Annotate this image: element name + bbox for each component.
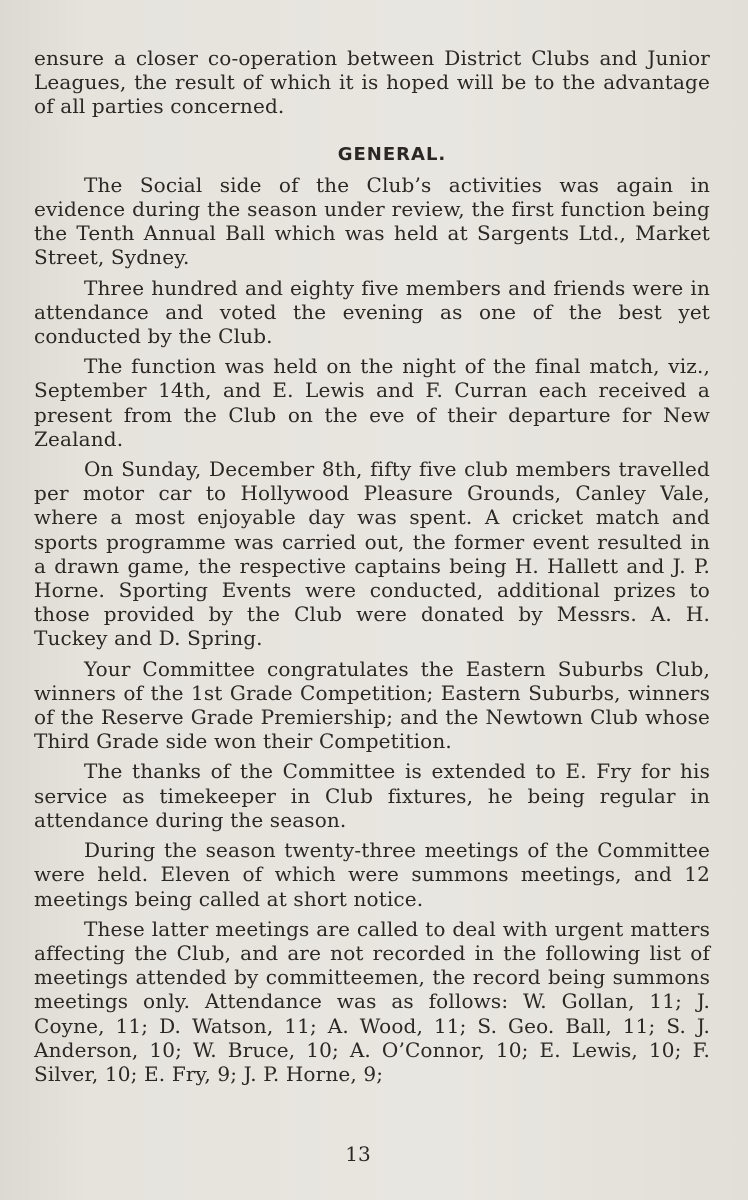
intro-paragraph: ensure a closer co-operation between District Clubs and Junior Leagues, the result of which it is hoped will be to the advantage of all parties concerned.	[34, 46, 710, 119]
paragraph-thanks: The thanks of the Committee is extended to E. Fry for his service as timekeeper in Club fixtures, he being regular in attendance during the season.	[34, 759, 710, 832]
paragraph-congratulations: Your Committee congratulates the Eastern Suburbs Club, winners of the 1st Grade Competition; Eastern Suburbs, winners of the Reserve Grade Premiership; and the Newtown Club whose Third Grade side won their Competition.	[34, 656, 710, 754]
paragraph-social: The Social side of the Club’s activities was again in evidence during the season under review, the first function being the Tenth Annual Ball which was held at Sargents Ltd., Market Street, Sydney.	[34, 172, 710, 270]
paragraph-meetings: During the season twenty-three meetings of the Committee were held. Eleven of which were summons meetings, and 12 meetings being called at short notice.	[34, 838, 710, 911]
section-heading: GENERAL.	[337, 143, 447, 165]
paragraph-picnic: On Sunday, December 8th, fifty five club members travelled per motor car to Hollywood Pleasure Grounds, Canley Vale, where a most enjoyable day was spent. A cricket match and sports programme was carried out, the former event resulted in a drawn game, the respective captains being H. Hallett and J. P. Horne. Sporting Events were conducted, additional prizes to those provided by the Club were donated by Messrs. A. H. Tuckey and D. Spring.	[34, 457, 710, 651]
page-number: 13	[345, 1142, 371, 1166]
paragraph-attendance: Three hundred and eighty five members and friends were in attendance and voted the evening as one of the best yet conducted by the Club.	[34, 275, 710, 349]
paragraph-function: The function was held on the night of the final match, viz., September 14th, and E. Lewis and F. Curran each received a present from the Club on the eve of their departure for New Zealand.	[34, 354, 710, 451]
paragraph-meeting-attendance: These latter meetings are called to deal with urgent matters affecting the Club, and are not recorded in the following list of meetings attended by committeemen, the record being summons meetings only. Attendance was as follows: W. Gollan, 11; J. Coyne, 11; D. Watson, 11; A. Wood, 11; S. Geo. Ball, 11; S. J. Anderson, 10; W. Bruce, 10; A. O’Connor, 10; E. Lewis, 10; F. Silver, 10; E. Fry, 9; J. P. Horne, 9;	[34, 916, 710, 1086]
page-text	[34, 46, 710, 1092]
